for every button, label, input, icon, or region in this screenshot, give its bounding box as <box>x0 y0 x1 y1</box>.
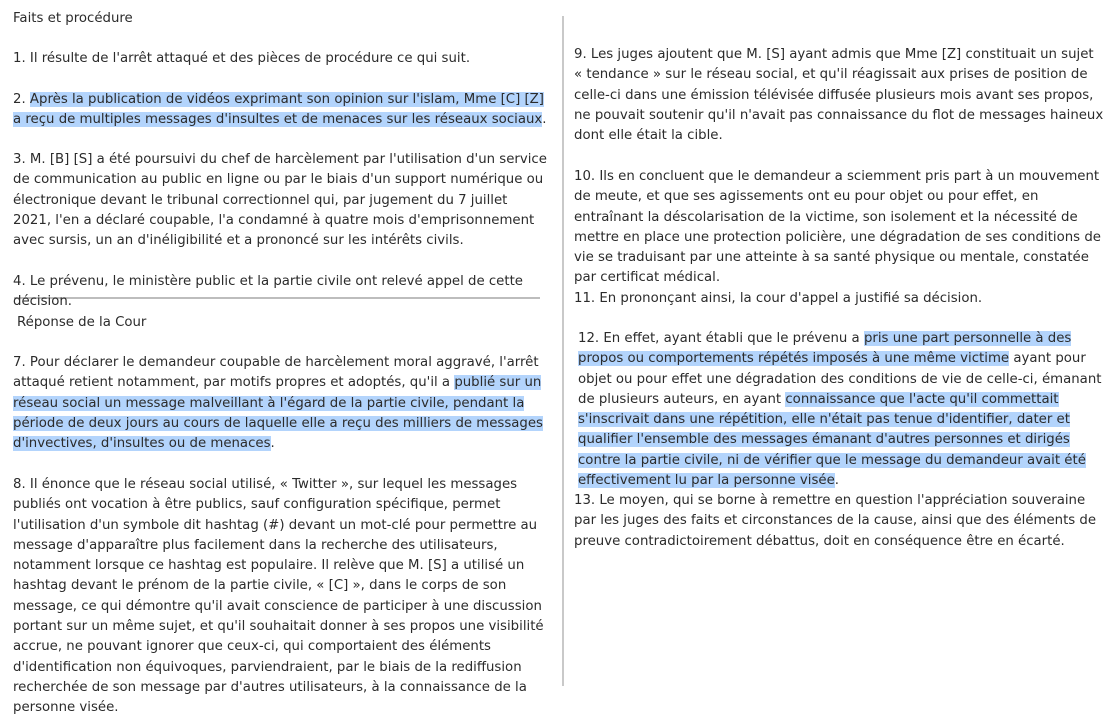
paragraph-11: 11. En prononçant ainsi, la cour d'appel a justifié sa décision. <box>574 291 983 306</box>
paragraph-2-suffix: . <box>542 112 547 128</box>
paragraph-9: 9. Les juges ajoutent que M. [S] ayant admis que Mme [Z] constituait un sujet « tendance » sur le réseau social, et qu'il réagissait aux prises de position de celle-ci dans une émission télévisée diffusée plusieurs mois avant ses propos, ne pouvait soutenir qu'il n'avait pas connaissance du flot de messages haineux dont elle était la cible. <box>574 47 1104 144</box>
paragraph-8: 8. Il énonce que le réseau social utilisé, « Twitter », sur lequel les messages publiés ont vocation à être publics, sauf configuration spécifique, permet l'utilisation d'un symbole dit hashtag (#) devant un mot-clé pour permettre au message d'apparaître plus facilement dans la recherche des utilisateurs, notamment lorsque ce hashtag est populaire. Il relève que M. [S] a utilisé un hashtag devant le prénom de la partie civile, « [C] », dans le corps de son message, ce qui démontre qu'il avait conscience de participer à une discussion portant sur un même sujet, et qu'il souhaitait donner à ses propos une visibilité accrue, ne pouvant ignorer que ceux-ci, qui comportaient des éléments d'identification non équivoques, parviendraient, par le biais de la rediffusion recherchée de son message par d'autres utilisateurs, à la connaissance de la personne visée. <box>13 477 544 716</box>
paragraph-10: 10. Ils en concluent que le demandeur a sciemment pris part à un mouvement de meute, et que ses agissements ont eu pour objet ou pour effet, en entraînant la déscolarisation de la victime, son isolement et la nécessité de mettre en place une protection policière, une dégradation de ses conditions de vie se traduisant par une atteinte à sa santé physique ou mentale, constatée par certificat médical. <box>574 169 1101 286</box>
paragraph-3: 3. M. [B] [S] a été poursuivi du chef de harcèlement par l'utilisation d'un service de communication au public en ligne ou par le biais d'un support numérique ou électronique devant le tribunal correctionnel qui, par jugement du 7 juillet 2021, l'en a déclaré coupable, l'a condamné à quatre mois d'emprisonnement avec sursis, un an d'inéligibilité et a prononcé sur les intérêts civils. <box>13 152 547 249</box>
paragraph-13: 13. Le moyen, qui se borne à remettre en question l'appréciation souveraine par les juges des faits et circonstances de la cause, ainsi que des éléments de preuve contradictoirement débattus, doit en conséquence être en écarté. <box>574 493 1097 549</box>
paragraph-4: 4. Le prévenu, le ministère public et la partie civile ont relevé appel de cette décision. <box>13 274 523 310</box>
paragraph-12-part2: ayant pour objet ou pour effet une dégradation des conditions de vie de celle-ci, émanant de plusieurs auteurs, en ayant <box>578 351 1102 407</box>
paragraph-7-suffix: . <box>270 436 275 452</box>
selected-text: connaissance que l'acte qu'il commettait s'inscrivait dans une répétition, elle n'était pas tenue d'identifier, dater et qualifier l'ensemble des messages émanant d'autres personnes et dirigés contre la partie civile, ni de vérifier que le message du demandeur avait été effectivement lu par la personne visée <box>578 391 1086 489</box>
column-divider <box>562 16 564 686</box>
section-title-reponse: Réponse de la Cour <box>17 315 147 330</box>
section-title-faits: Faits et procédure <box>13 11 133 26</box>
selected-text: Après la publication de vidéos exprimant son opinion sur l'islam, Mme [C] [Z] a reçu de multiples messages d'insultes et de menaces sur les réseaux sociaux <box>13 92 544 128</box>
paragraph-12-part3: . <box>834 473 839 489</box>
paragraph-7 <box>13 353 548 454</box>
selected-text: publié sur un réseau social un message malveillant à l'égard de la partie civile, pendant la période de deux jours au cours de laquelle elle a reçu des milliers de messages d'invectives, d'insultes ou de menaces <box>13 375 543 452</box>
selected-text: pris une part personnelle à des propos ou comportements répétés imposés à une même victime <box>578 331 1072 367</box>
paragraph-12 <box>578 329 1104 491</box>
paragraph-7-prefix: 7. Pour déclarer le demandeur coupable de harcèlement moral aggravé, l'arrêt attaqué retient notamment, par motifs propres et adoptés, qu'il a <box>13 355 539 391</box>
paragraph-1: 1. Il résulte de l'arrêt attaqué et des pièces de procédure ce qui suit. <box>13 51 471 66</box>
paragraph-2-prefix: 2. <box>13 92 30 107</box>
paragraph-2 <box>13 90 548 131</box>
paragraph-12-part1: 12. En effet, ayant établi que le prévenu a <box>578 331 864 346</box>
